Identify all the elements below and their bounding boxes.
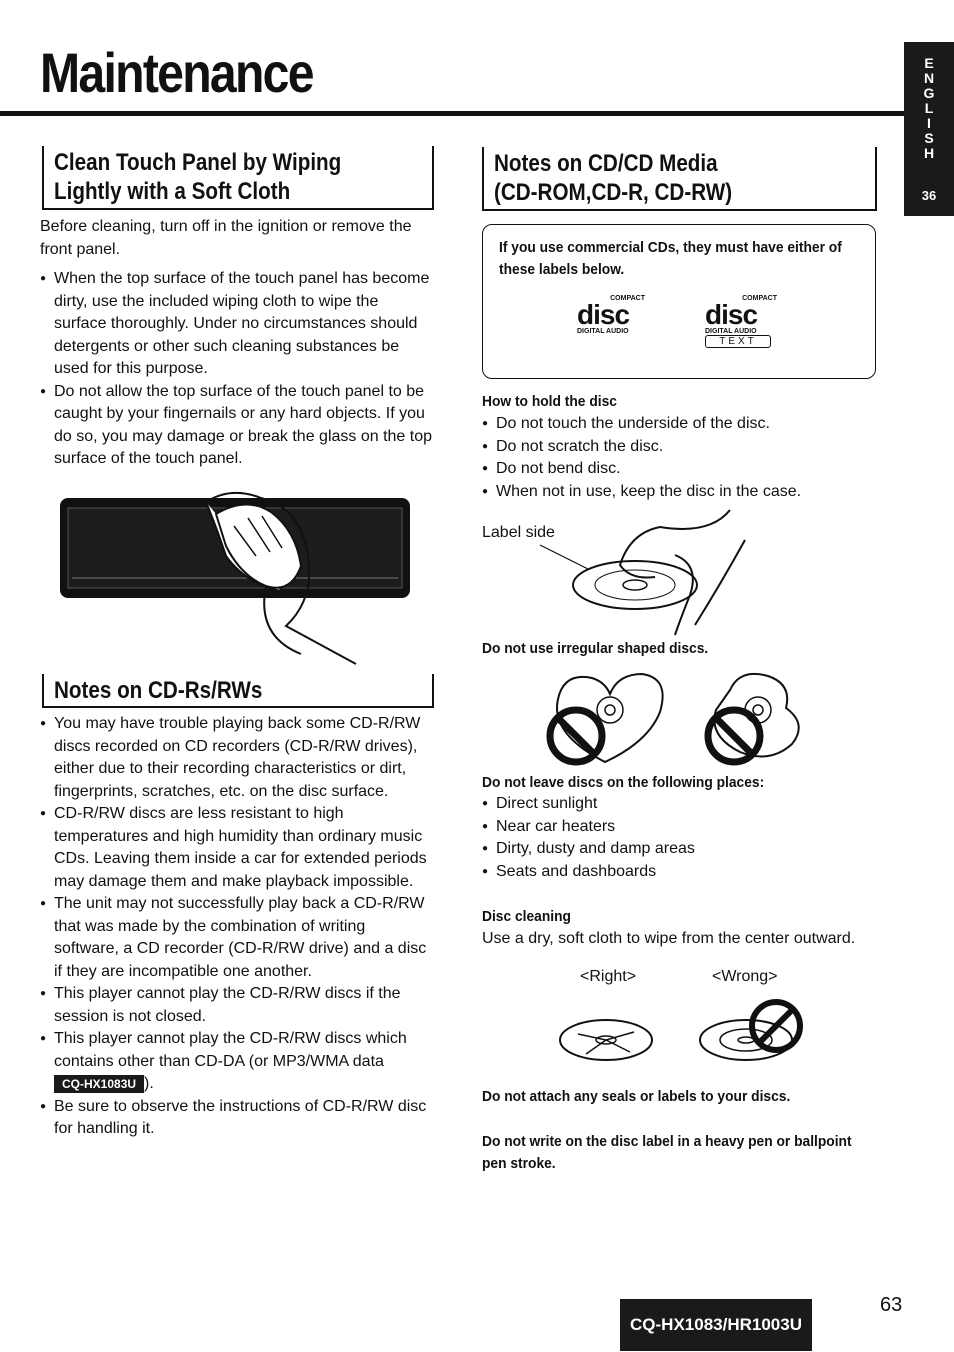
disc-cleaning-heading: Disc cleaning: [482, 908, 571, 925]
disc-cleaning-illustration: [550, 998, 820, 1070]
language-tab-page: 36: [921, 188, 937, 203]
seals-note: Do not attach any seals or labels to your discs.: [482, 1088, 791, 1105]
compact-disc-logo: COMPACT disc DIGITAL AUDIO: [577, 295, 645, 335]
commercial-cd-notice: [482, 224, 876, 379]
pen-note: Do not write on the disc label in a heavy pen or ballpoint pen stroke.: [482, 1133, 852, 1172]
right-label: <Right>: [580, 968, 637, 985]
media-heading-line2: (CD-ROM,CD-R, CD-RW): [494, 179, 733, 206]
notice-text: If you use commercial CDs, they must have either of these labels below.: [499, 239, 842, 278]
list-item: ● Do not bend disc.: [482, 458, 877, 481]
touch-panel-bullets: [40, 268, 434, 471]
list-item: ● When the top surface of the touch panel has become dirty, use the included wiping cloth to wipe the surface thoroughly. Under no circumstances should detergents or other such cleaning substances be used for this purpose.: [40, 268, 434, 381]
title-rule: [0, 111, 905, 116]
list-item: ● Be sure to observe the instructions of CD-R/RW disc for handling it.: [40, 1096, 434, 1141]
touch-panel-intro: Before cleaning, turn off in the ignition or remove the front panel.: [40, 218, 412, 258]
touch-panel-heading: [42, 146, 434, 210]
compact-disc-text-logo: COMPACT disc DIGITAL AUDIO TEXT: [705, 295, 777, 347]
places-heading: Do not leave discs on the following places:: [482, 774, 765, 791]
list-item: ● Do not touch the underside of the disc.: [482, 413, 877, 436]
list-item: ● Seats and dashboards: [482, 861, 877, 884]
page-number: 63: [880, 1294, 903, 1316]
list-item: ● Near car heaters: [482, 816, 877, 839]
list-item: ● When not in use, keep the disc in the case.: [482, 481, 877, 504]
hold-disc-illustration: [490, 505, 760, 645]
language-tab: [904, 42, 954, 216]
list-item: ● Do not scratch the disc.: [482, 436, 877, 459]
cdrw-heading: Notes on CD-Rs/RWs: [42, 674, 434, 708]
cd-text-tag: TEXT: [705, 335, 771, 348]
list-item: ● You may have trouble playing back some CD-R/RW discs recorded on CD recorders (CD-R/RW drives), either due to their recording characteristics or dirt, fingerprints, scratches, etc. on the disc surface.: [40, 713, 434, 803]
list-item: ● Direct sunlight: [482, 793, 877, 816]
irregular-discs-illustration: [530, 664, 820, 766]
model-badge: CQ-HX1083/HR1003U: [620, 1299, 812, 1351]
hold-disc-bullets: [482, 413, 877, 503]
language-tab-letters: E N G L I S H: [923, 55, 935, 161]
irregular-discs-heading: Do not use irregular shaped discs.: [482, 640, 709, 657]
list-item: ● CD-R/RW discs are less resistant to high temperatures and high humidity than ordinary music CDs. Leaving them inside a car for extended periods may damage them and make playback impossible.: [40, 803, 434, 893]
list-item: ● The unit may not successfully play back a CD-R/RW that was made by the combination of writing software, a CD recorder (CD-R/RW drive) and a disc if they are incompatible one another.: [40, 893, 434, 983]
touch-panel-heading-line2: Lightly with a Soft Cloth: [54, 178, 291, 205]
list-item: ● Do not allow the top surface of the touch panel to be caught by your fingernails or any hard objects. If you do so, you may damage or break the glass on the top surface of the touch panel.: [40, 381, 434, 471]
places-bullets: [482, 793, 877, 883]
label-side-caption: Label side: [482, 524, 555, 541]
media-heading-line1: Notes on CD/CD Media: [494, 150, 718, 177]
touch-panel-illustration: [56, 486, 416, 666]
media-heading: [482, 147, 877, 211]
hold-disc-heading: How to hold the disc: [482, 393, 617, 410]
cdrw-bullets: [40, 713, 434, 1141]
list-item: ● This player cannot play the CD-R/RW discs if the session is not closed.: [40, 983, 434, 1028]
touch-panel-heading-line1: Clean Touch Panel by Wiping: [54, 149, 342, 176]
list-item: ● Dirty, dusty and damp areas: [482, 838, 877, 861]
disc-cleaning-text: Use a dry, soft cloth to wipe from the center outward.: [482, 930, 856, 947]
list-item: ● This player cannot play the CD-R/RW discs which contains other than CD-DA (or MP3/WMA data CQ-HX1083U ).: [40, 1028, 434, 1096]
page-title: Maintenance: [40, 41, 313, 104]
wrong-label: <Wrong>: [712, 968, 778, 985]
model-badge-inline: CQ-HX1083U: [54, 1075, 144, 1093]
